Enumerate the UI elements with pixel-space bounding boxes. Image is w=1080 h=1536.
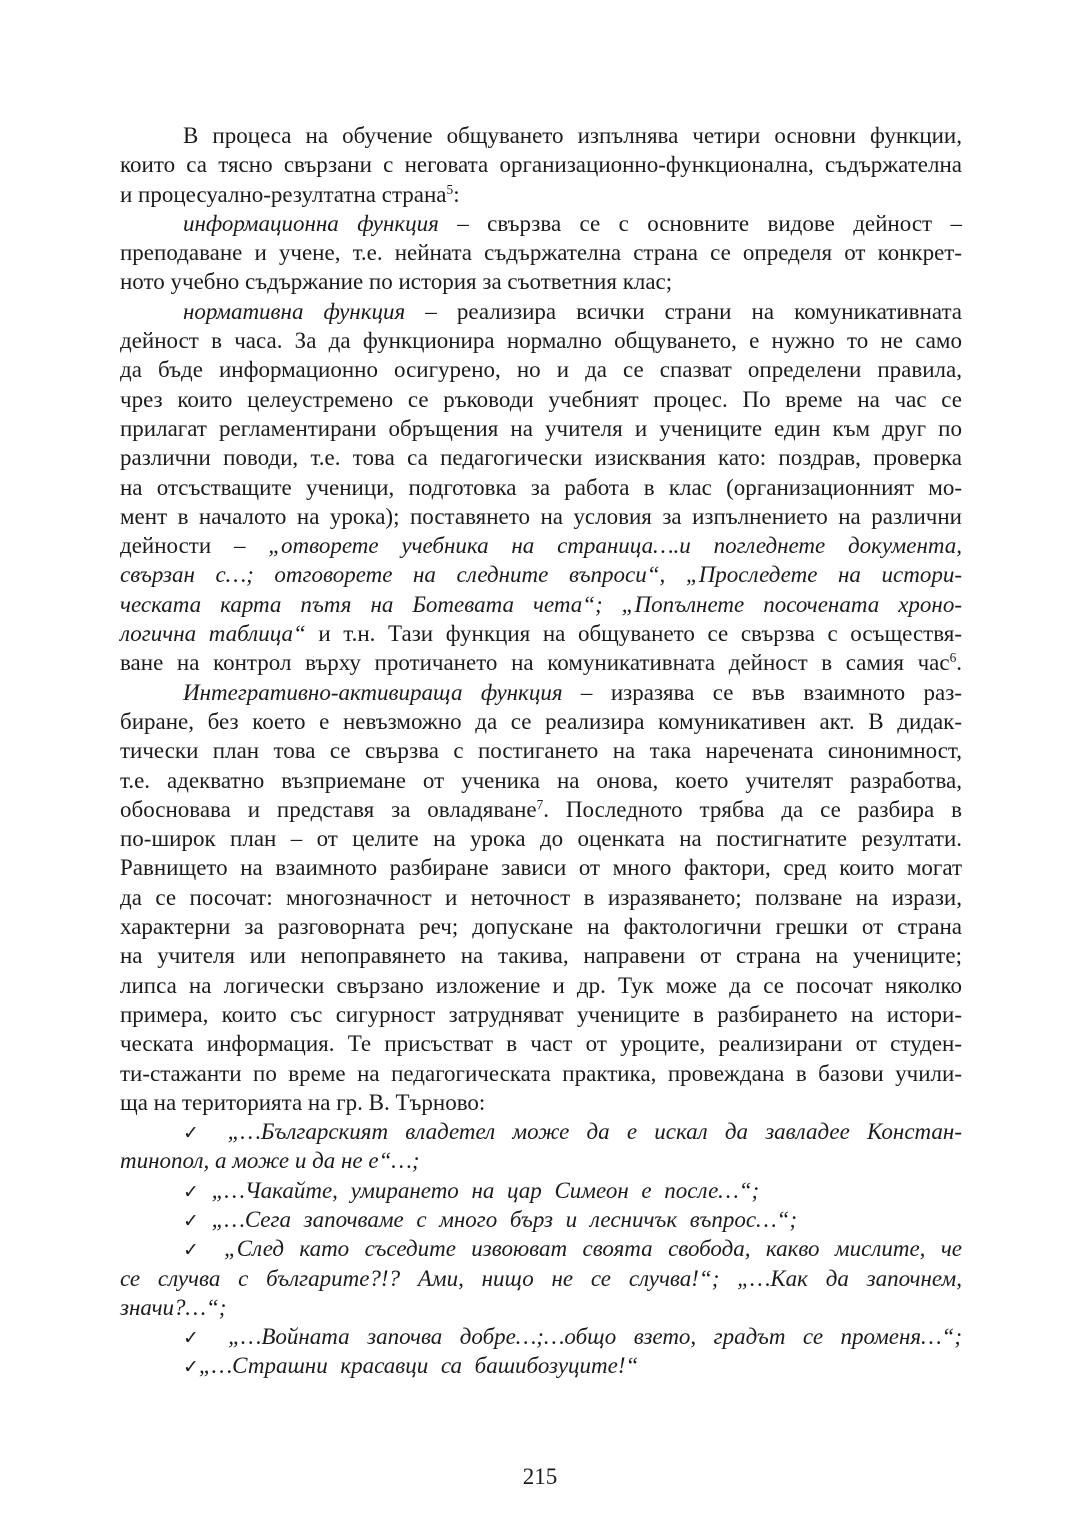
- text-segment: ване на контрол върху протичането на комуникативната дейност в самия час: [120, 650, 950, 676]
- list-item: [120, 1322, 962, 1351]
- text-line: мент в началото на урока); поставянето на условия за изпълнението на различни: [120, 503, 962, 529]
- text-line: т.е. адекватно възприемане от ученика на онова, което учителят разработва,: [120, 767, 962, 793]
- text-line: по-широк план – от целите на урока до оценката на постигнатите резултати.: [120, 826, 962, 852]
- text-line: [120, 795, 962, 824]
- text-line: липса на логически свързано изложение и др. Тук може да се посочат няколко: [120, 972, 962, 998]
- text-line: [120, 1117, 962, 1146]
- italic-quote: „отворете учебника на страница….и погледнете документа,: [268, 533, 962, 559]
- paragraph-information-function: [120, 209, 962, 297]
- italic-quote: „…Страшни красавци са башибозуците!“: [198, 1353, 639, 1379]
- list-item: [120, 1205, 962, 1234]
- text-line: преподаване и учене, т.е. нейната съдържателна страна се определя от конкрет-: [120, 240, 962, 266]
- checkmark-bullet-icon: ✓: [183, 1327, 211, 1350]
- text-line: [120, 1351, 962, 1380]
- text-line: прилагат регламентирани обръщения на учителя и учениците един към друг по: [120, 415, 962, 441]
- text-segment: .: [956, 650, 962, 676]
- footnote-ref: 6: [949, 650, 957, 666]
- text-segment: дейности –: [120, 533, 269, 559]
- text-segment: и т.н. Тази функция на общуването се свързва с осъществя-: [305, 621, 962, 647]
- text-line: В процеса на обучение общуването изпълнява четири основни функции,: [183, 123, 962, 148]
- text-line: ческата информация. Те присъстват в част от уроците, реализирани от студен-: [120, 1031, 962, 1057]
- text-line: чрез които целеустремено се ръководи учебният процес. По време на час се: [120, 386, 962, 412]
- text-line: [120, 297, 962, 326]
- text-line: [120, 1234, 962, 1263]
- checkmark-bullet-icon: ✓: [183, 1180, 199, 1203]
- italic-quote: „…Чакайте, умирането на цар Симеон е после…“;: [198, 1177, 760, 1203]
- text-line: се случва с българите?!? Ами, нищо не се случва!“; „…Как да започнем,: [120, 1265, 962, 1291]
- text-line: [120, 209, 962, 238]
- checkmark-bullet-icon: ✓: [183, 1122, 211, 1145]
- text-line: дейност в часа. За да функционира нормално общуването, е нужно то не само: [120, 328, 962, 354]
- text-line: ното учебно съдържание по история за съответния клас;: [120, 269, 673, 295]
- text-line: ческата карта пътя на Ботевата чета“; „Попълнете посочената хроно-: [120, 591, 962, 617]
- text-line: [120, 1176, 962, 1205]
- example-quotes-list: [120, 1117, 962, 1381]
- text-line: на отсъстващите ученици, подготовка за работа в клас (организационният мо-: [120, 474, 962, 500]
- text-line: [120, 619, 962, 648]
- text-line: да бъде информационно осигурено, но и да се спазват определени правила,: [120, 357, 962, 383]
- list-item: [120, 1234, 962, 1322]
- text-line: характерни за разговорната реч; допускане на фактологични грешки от страна: [120, 914, 962, 940]
- text-line: [120, 1322, 962, 1351]
- text-segment: . Последното трябва да се разбира в: [543, 796, 962, 822]
- text-line: които са тясно свързани с неговата организационно-функционална, съдържателна: [120, 152, 962, 178]
- italic-term: нормативна функция: [183, 298, 406, 324]
- list-item: [120, 1176, 962, 1205]
- text-line: различни поводи, т.е. това са педагогически изисквания като: поздрав, проверка: [120, 445, 962, 471]
- page-body: [120, 121, 962, 1381]
- text-line: [120, 180, 962, 209]
- text-line: [120, 678, 962, 707]
- list-item: [120, 1117, 962, 1176]
- text-line: биране, без което е невъзможно да се реализира комуникативен акт. В дидак-: [120, 708, 962, 734]
- paragraph-intro: [120, 121, 962, 209]
- italic-term: Интегративно-активираща функция: [183, 679, 563, 705]
- italic-quote: логична таблица“: [120, 621, 306, 647]
- checkmark-bullet-icon: ✓: [183, 1239, 209, 1262]
- page-number: 215: [522, 1464, 558, 1489]
- checkmark-bullet-icon: ✓: [183, 1209, 199, 1232]
- italic-quote: „…Сега започваме с много бърз и лесничък въпрос…“;: [198, 1206, 798, 1232]
- italic-term: информационна функция: [183, 210, 439, 236]
- text-line: ща на територията на гр. В. Търново:: [120, 1089, 486, 1115]
- text-line: свързан с…; отговорете на следните въпроси“, „Проследете на истори-: [120, 562, 962, 588]
- text-segment: обосновава и представя за овладяване: [120, 796, 537, 822]
- text-line: да се посочат: многозначност и неточност в изразяването; ползване на изрази,: [120, 884, 962, 910]
- text-segment: :: [453, 181, 460, 207]
- text-line: примера, които със сигурност затрудняват учениците в разбирането на истори-: [120, 1001, 962, 1027]
- text-line: ти-стажанти по време на педагогическата практика, провеждана в базови учили-: [120, 1060, 962, 1086]
- text-segment: – реализира всички страни на комуникативната: [405, 298, 962, 324]
- text-line: [120, 1205, 962, 1234]
- text-line: тинопол, а може и да не е“…;: [120, 1148, 420, 1174]
- text-line: [120, 648, 962, 677]
- italic-quote: „…Войната започва добре…;…общо взето, градът се променя…“;: [210, 1324, 962, 1350]
- text-line: [120, 531, 962, 560]
- paragraph-integrative-function: [120, 678, 962, 1117]
- checkmark-bullet-icon: ✓: [183, 1356, 199, 1379]
- text-line: Равнището на взаимното разбиране зависи от много фактори, сред които могат: [120, 855, 962, 881]
- italic-quote: „След като съседите извоюват своята свобода, какво мислите, че: [208, 1236, 962, 1262]
- text-line: тически план това се свързва с постигането на така наречената синонимност,: [120, 738, 962, 764]
- text-segment: – изразява се във взаимното раз-: [562, 679, 963, 705]
- list-item: [120, 1351, 962, 1380]
- footnote-ref: 7: [536, 796, 544, 812]
- paragraph-normative-function: [120, 297, 962, 678]
- text-line: на учителя или непоправянето на такива, направени от страна на учениците;: [120, 943, 962, 969]
- footnote-ref: 5: [446, 181, 454, 197]
- text-segment: – свързва се с основните видове дейност –: [438, 210, 962, 236]
- italic-quote: „…Българският владетел може да е искал да завладее Констан-: [210, 1119, 962, 1145]
- text-segment: и процесуално-резултатна страна: [120, 181, 447, 207]
- text-line: значи?…“;: [120, 1294, 227, 1320]
